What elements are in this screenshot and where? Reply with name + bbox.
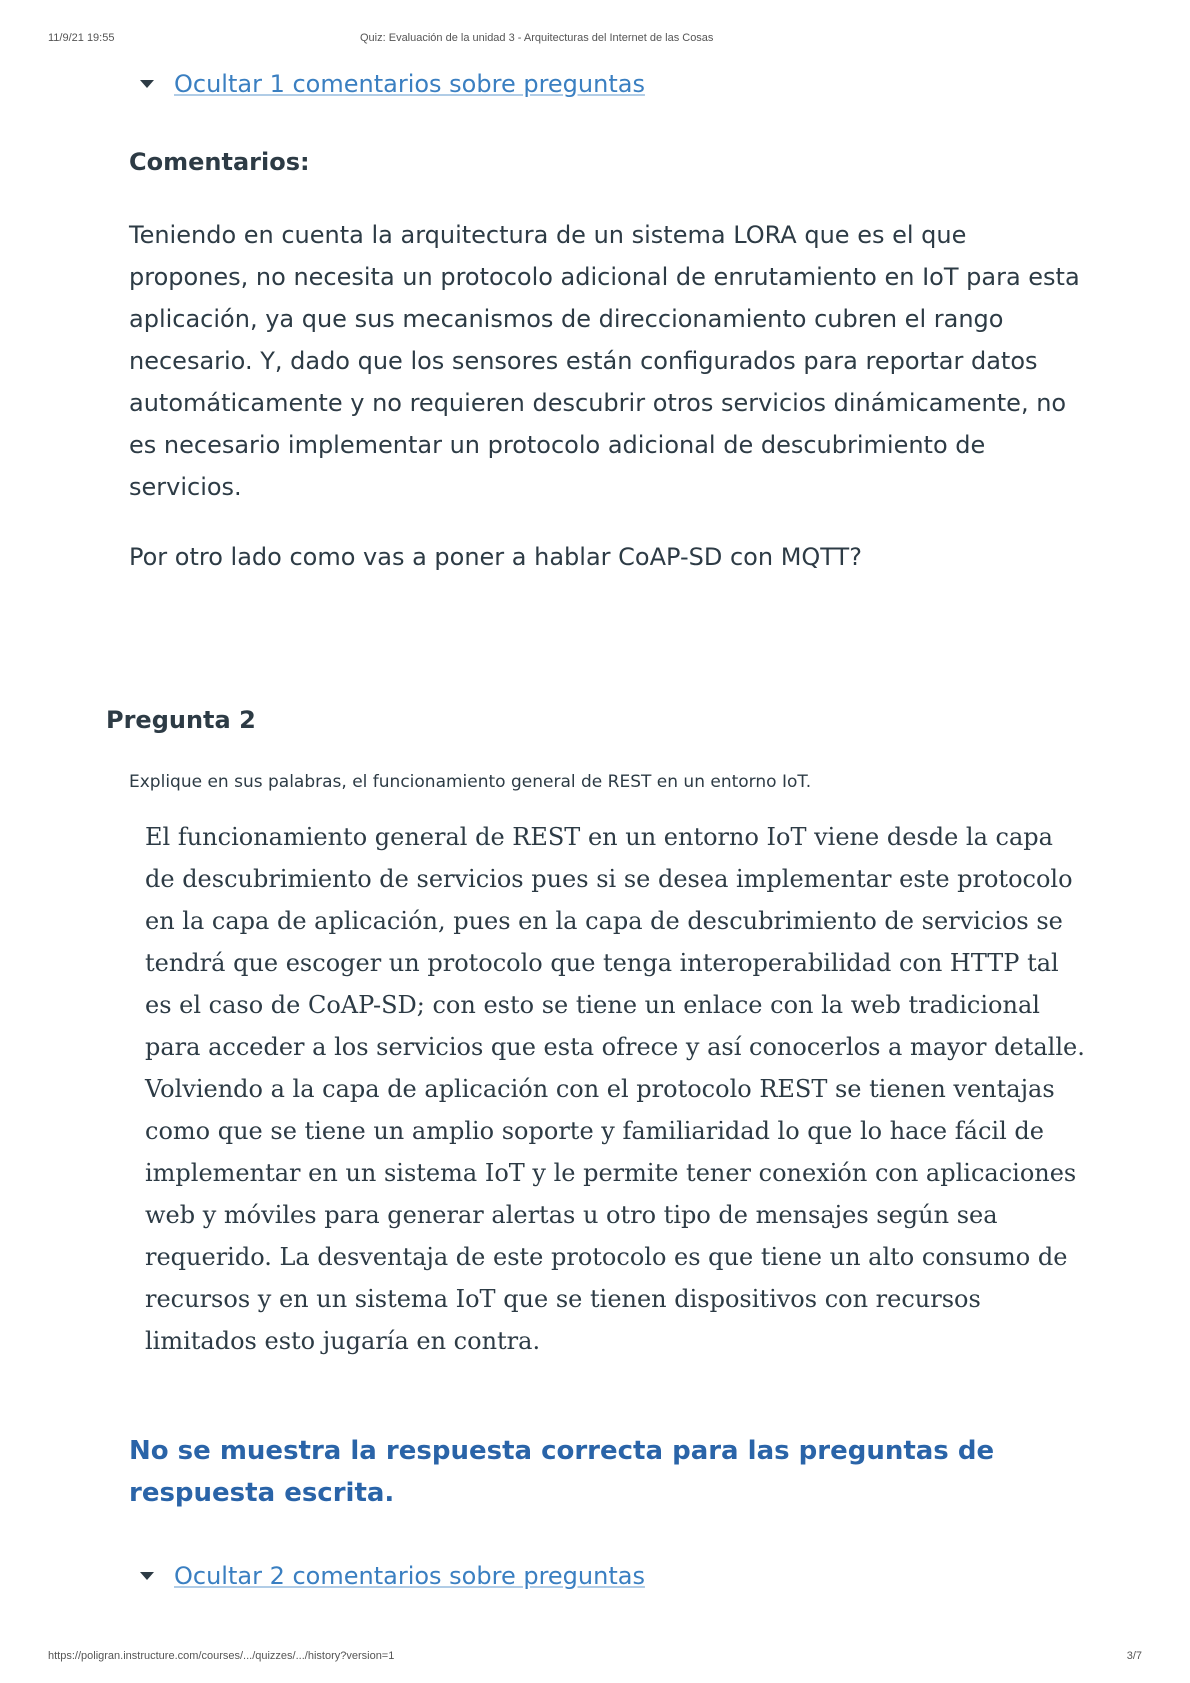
print-page-number: 3/7 — [1126, 1650, 1142, 1662]
caret-down-icon — [140, 80, 154, 88]
question-title: Pregunta 2 — [106, 706, 256, 734]
comment-paragraph: Por otro lado como vas a poner a hablar CoAP-SD con MQTT? — [129, 543, 862, 571]
student-answer: El funcionamiento general de REST en un entorno IoT viene desde la capa de descubrimiento de servicios pues si se desea implementar este protocolo en la capa de aplicación, pues en la capa de descubrimiento de servicios se tendrá que escoger un protocolo que tenga interoperabilidad con HTTP tal es el caso de CoAP-SD; con esto se tiene un enlace con la web tradicional para acceder a los servicios que esta ofrece y así conocerlos a mayor detalle. Volviendo a la capa de aplicación con el protocolo REST se tienen ventajas como que se tiene un amplio soporte y familiaridad lo que lo hace fácil de implementar en un sistema IoT y le permite tener conexión con aplicaciones web y móviles para generar alertas u otro tipo de mensajes según sea requerido. La desventaja de este protocolo es que tiene un alto consumo de recursos y en un sistema IoT que se tienen dispositivos con recursos limitados esto jugaría en contra. — [145, 823, 1085, 1355]
hide-comments-toggle-1[interactable] — [140, 70, 645, 98]
comment-paragraph: Teniendo en cuenta la arquitectura de un sistema LORA que es el que propones, no necesita un protocolo adicional de enrutamiento en IoT para esta aplicación, ya que sus mecanismos de direccionamiento cubren el rango necesario. Y, dado que los sensores están configurados para reportar datos automáticamente y no requieren descubrir otros servicios dinámicamente, no es necesario implementar un protocolo adicional de descubrimiento de servicios. — [129, 221, 1080, 501]
print-url: https://poligran.instructure.com/courses/.../quizzes/.../history?version=1 — [48, 1650, 395, 1662]
no-correct-answer-notice: No se muestra la respuesta correcta para las preguntas de respuesta escrita. — [129, 1436, 995, 1508]
print-page-title: Quiz: Evaluación de la unidad 3 - Arquitecturas del Internet de las Cosas — [360, 32, 714, 44]
print-date: 11/9/21 19:55 — [48, 32, 115, 44]
comments-heading: Comentarios: — [129, 148, 310, 176]
hide-comments-link-2[interactable]: Ocultar 2 comentarios sobre preguntas — [174, 1562, 645, 1590]
comment-body — [129, 214, 1089, 606]
hide-comments-toggle-2[interactable] — [140, 1562, 645, 1590]
caret-down-icon — [140, 1572, 154, 1580]
question-prompt: Explique en sus palabras, el funcionamiento general de REST en un entorno IoT. — [129, 772, 812, 792]
hide-comments-link-1[interactable]: Ocultar 1 comentarios sobre preguntas — [174, 70, 645, 98]
